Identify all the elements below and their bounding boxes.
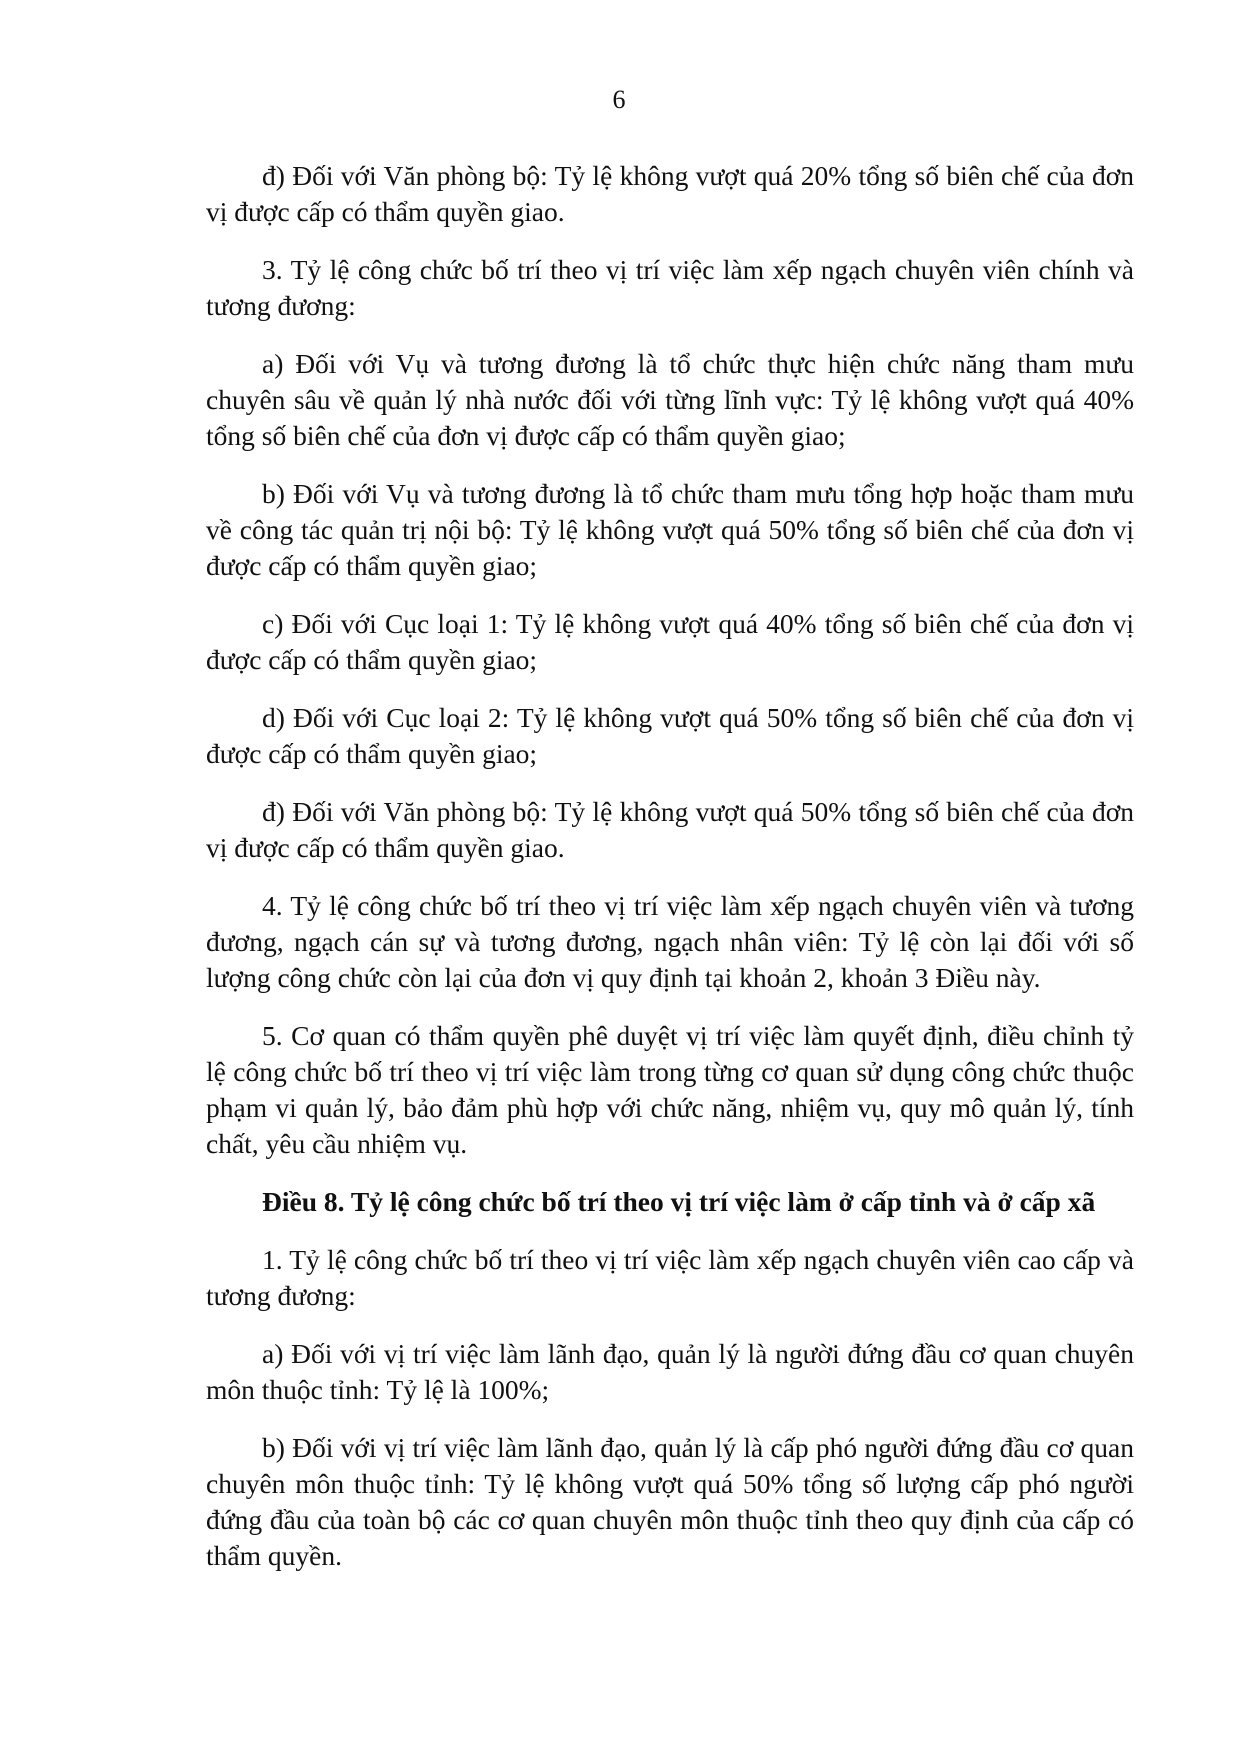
page-number: 6 xyxy=(612,85,626,114)
paragraph-3b: b) Đối với Vụ và tương đương là tổ chức tham mưu tổng hợp hoặc tham mưu về công tác quản trị nội bộ: Tỷ lệ không vượt quá 50% tổng số biên chế của đơn vị được cấp có thẩm quyền giao; xyxy=(206,478,1134,581)
paragraph-3d: d) Đối với Cục loại 2: Tỷ lệ không vượt quá 50% tổng số biên chế của đơn vị được cấp có thẩm quyền giao; xyxy=(206,702,1134,769)
paragraph-3a: a) Đối với Vụ và tương đương là tổ chức thực hiện chức năng tham mưu chuyên sâu về quản lý nhà nước đối với từng lĩnh vực: Tỷ lệ không vượt quá 40% tổng số biên chế của đơn vị được cấp có thẩm quyền giao; xyxy=(206,348,1134,451)
paragraph-2d: đ) Đối với Văn phòng bộ: Tỷ lệ không vượt quá 20% tổng số biên chế của đơn vị được cấp có thẩm quyền giao. xyxy=(206,160,1134,227)
paragraph-clause-5: 5. Cơ quan có thẩm quyền phê duyệt vị trí việc làm quyết định, điều chỉnh tỷ lệ công chức bố trí theo vị trí việc làm trong từng cơ quan sử dụng công chức thuộc phạm vi quản lý, bảo đảm phù hợp với chức năng, nhiệm vụ, quy mô quản lý, tính chất, yêu cầu nhiệm vụ. xyxy=(206,1020,1134,1159)
paragraph-clause-3: 3. Tỷ lệ công chức bố trí theo vị trí việc làm xếp ngạch chuyên viên chính và tương đương: xyxy=(206,254,1134,321)
paragraph-8-clause-1: 1. Tỷ lệ công chức bố trí theo vị trí việc làm xếp ngạch chuyên viên cao cấp và tương đương: xyxy=(206,1244,1134,1311)
paragraph-3c: c) Đối với Cục loại 1: Tỷ lệ không vượt quá 40% tổng số biên chế của đơn vị được cấp có thẩm quyền giao; xyxy=(206,608,1134,675)
article-8-heading: Điều 8. Tỷ lệ công chức bố trí theo vị trí việc làm ở cấp tỉnh và ở cấp xã xyxy=(262,1186,1096,1217)
paragraph-8-1a: a) Đối với vị trí việc làm lãnh đạo, quản lý là người đứng đầu cơ quan chuyên môn thuộc tỉnh: Tỷ lệ là 100%; xyxy=(206,1338,1134,1405)
paragraph-8-1b: b) Đối với vị trí việc làm lãnh đạo, quản lý là cấp phó người đứng đầu cơ quan chuyên môn thuộc tỉnh: Tỷ lệ không vượt quá 50% tổng số lượng cấp phó người đứng đầu của toàn bộ các cơ quan chuyên môn thuộc tỉnh theo quy định của cấp có thẩm quyền. xyxy=(206,1432,1134,1571)
paragraph-3dd: đ) Đối với Văn phòng bộ: Tỷ lệ không vượt quá 50% tổng số biên chế của đơn vị được cấp có thẩm quyền giao. xyxy=(206,796,1134,863)
document-body xyxy=(206,158,1134,1596)
paragraph-clause-4: 4. Tỷ lệ công chức bố trí theo vị trí việc làm xếp ngạch chuyên viên và tương đương, ngạch cán sự và tương đương, ngạch nhân viên: Tỷ lệ còn lại đối với số lượng công chức còn lại của đơn vị quy định tại khoản 2, khoản 3 Điều này. xyxy=(206,890,1134,993)
